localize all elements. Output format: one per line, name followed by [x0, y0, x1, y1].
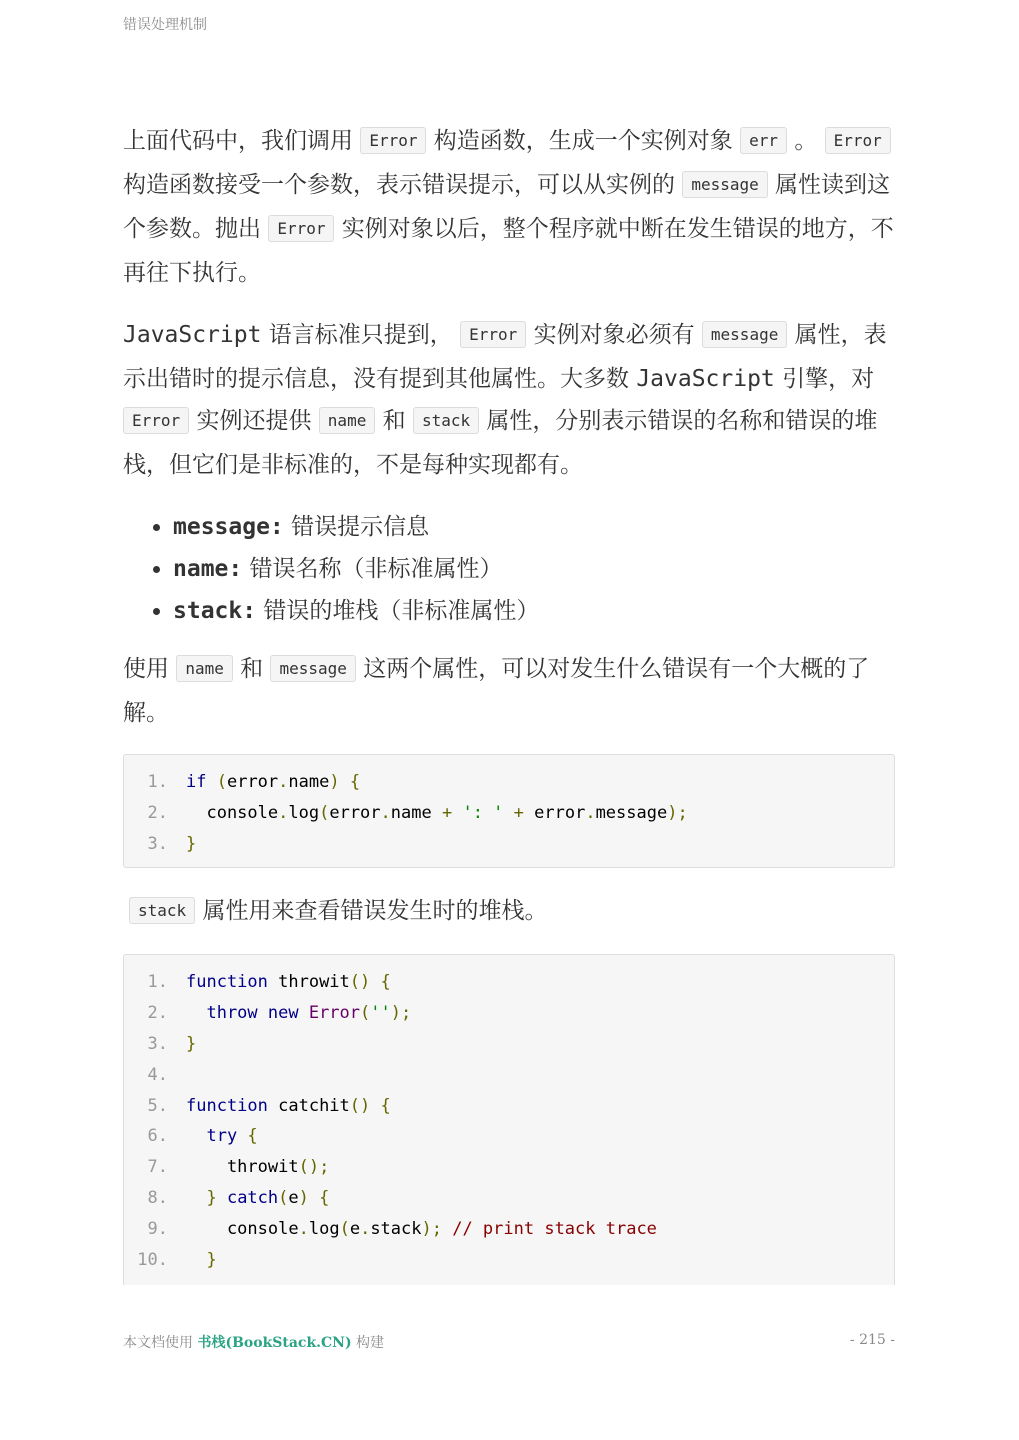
code-line: 9. console.log(e.stack); // print stack trace: [124, 1214, 894, 1245]
property-desc: 错误提示信息: [283, 514, 430, 540]
text: 构造函数，生成一个实例对象: [426, 128, 741, 154]
text: 和: [375, 408, 413, 434]
text: 语言标准只提到，: [261, 322, 461, 348]
paragraph-stack-usage: [129, 890, 895, 934]
line-number: 8.: [147, 1187, 168, 1208]
page-number: - 215 -: [849, 1332, 895, 1348]
inline-code: stack: [129, 897, 195, 924]
text: 实例还提供: [189, 408, 319, 434]
property-key: stack:: [173, 598, 257, 624]
inline-code: Error: [460, 321, 526, 348]
inline-code: name: [176, 655, 233, 682]
page-content: [123, 120, 895, 1307]
line-number: 4.: [147, 1064, 168, 1085]
footer-credit: [123, 1332, 384, 1352]
code-line: 3. }: [124, 1029, 894, 1060]
text: 属性，表示出错时的提示信息，没有提到其他属性。大多数: [123, 322, 887, 392]
line-number: 1.: [147, 972, 168, 993]
inline-code: message: [702, 321, 787, 348]
paragraph-name-message-usage: [123, 648, 895, 734]
paragraph-error-properties: [123, 314, 895, 486]
text: 引擎，对: [774, 366, 875, 392]
line-number: 2.: [147, 802, 168, 823]
paragraph-error-constructor: [123, 120, 895, 294]
text: 上面代码中，我们调用: [123, 128, 361, 154]
line-number: 9.: [147, 1218, 168, 1239]
line-number: 6.: [147, 1126, 168, 1147]
text: 和: [232, 656, 271, 682]
inline-code: message: [682, 171, 767, 198]
list-item: [173, 548, 895, 590]
inline-code: err: [740, 127, 787, 154]
list-item: [173, 506, 895, 548]
text: 属性用来查看错误发生时的堆栈。: [195, 898, 548, 925]
property-list: [123, 506, 895, 632]
code-line: 2. throw new Error('');: [124, 998, 894, 1029]
line-number: 2.: [147, 1003, 168, 1024]
inline-code: Error: [360, 127, 426, 154]
line-number: 3.: [147, 833, 168, 854]
code-line: 10. }: [124, 1245, 894, 1276]
text: 属性，分别表示错误的名称和错误的堆栈，但它们是非标准的，不是每种实现都有。: [123, 408, 878, 478]
code-line: 2. console.log(error.name + ': ' + error.message);: [124, 798, 894, 829]
code-line: [124, 1060, 894, 1091]
text: 实例对象以后，整个程序就中断在发生错误的地方，不再往下执行。: [123, 216, 894, 286]
list-item: [173, 590, 895, 632]
text: 构造函数接受一个参数，表示错误提示，可以从实例的: [123, 172, 683, 198]
code-block-stack-trace: [123, 954, 895, 1285]
code-block-name-message: [123, 754, 895, 868]
inline-code: name: [319, 407, 376, 434]
text: 属性读到这个参数。抛出: [123, 172, 891, 242]
code-line: 7. throwit();: [124, 1152, 894, 1183]
inline-code: Error: [825, 127, 891, 154]
property-desc: 错误名称（非标准属性）: [242, 556, 503, 582]
text: 。: [787, 128, 825, 154]
property-desc: 错误的堆栈（非标准属性）: [256, 598, 540, 624]
mono-text: JavaScript: [123, 322, 262, 348]
code-line: 6. try {: [124, 1121, 894, 1152]
inline-code: Error: [268, 215, 334, 242]
text: 使用: [123, 656, 177, 682]
line-number: 10.: [137, 1249, 168, 1270]
code-line: 5. function catchit() {: [124, 1091, 894, 1122]
inline-code: Error: [123, 407, 189, 434]
property-key: message:: [173, 514, 284, 540]
line-number: 3.: [147, 1033, 168, 1054]
line-number: 5.: [147, 1095, 168, 1116]
code-line: 3. }: [124, 829, 894, 860]
code-line: 8. } catch(e) {: [124, 1183, 894, 1214]
inline-code: stack: [413, 407, 479, 434]
line-number: 7.: [147, 1157, 168, 1178]
footer-suffix: 构建: [351, 1335, 385, 1351]
property-key: name:: [173, 556, 243, 582]
code-line: 1. function throwit() {: [124, 967, 894, 998]
text: 实例对象必须有: [526, 322, 702, 348]
line-number: 1.: [147, 772, 168, 792]
footer-prefix: 本文档使用: [123, 1335, 198, 1351]
inline-code: message: [270, 655, 355, 682]
mono-text: JavaScript: [636, 366, 775, 392]
code-line: 1. if (error.name) {: [124, 767, 894, 798]
text: 这两个属性，可以对发生什么错误有一个大概的了解。: [123, 656, 870, 726]
running-header: 错误处理机制: [123, 17, 207, 33]
footer-brand-link[interactable]: 书栈(BookStack.CN): [197, 1335, 352, 1351]
